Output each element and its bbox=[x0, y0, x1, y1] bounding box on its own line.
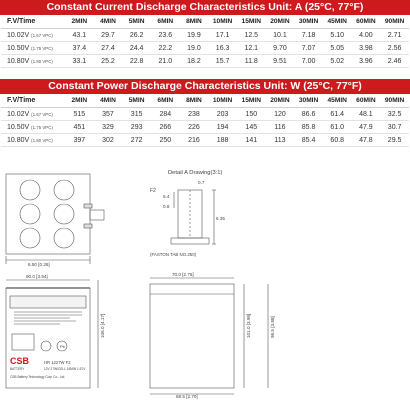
table-cell: 329 bbox=[94, 121, 123, 134]
table-cell: 30.7 bbox=[380, 121, 409, 134]
dim-side-height: 101.0 [3.98] bbox=[246, 313, 251, 338]
table-cell: 120 bbox=[266, 108, 295, 121]
header-time-col: 8MIN bbox=[180, 15, 209, 29]
table-cell: 60.8 bbox=[323, 134, 352, 147]
table-cell: 3.98 bbox=[352, 42, 381, 55]
table-cell: 203 bbox=[208, 108, 237, 121]
table-cell: 25.2 bbox=[94, 55, 123, 68]
header-time-col: 45MIN bbox=[323, 15, 352, 29]
vpc-note: (1.67 VPC) bbox=[31, 111, 53, 117]
detail-a-drawing bbox=[171, 190, 216, 244]
table-cell: 24.4 bbox=[122, 42, 151, 55]
brand-logo: CSB bbox=[10, 356, 30, 366]
header-time-col: 6MIN bbox=[151, 94, 180, 108]
table-cell: 18.2 bbox=[180, 55, 209, 68]
table-cell: 26.2 bbox=[122, 29, 151, 42]
table-cell: 32.5 bbox=[380, 108, 409, 121]
table-cell: 216 bbox=[180, 134, 209, 147]
table-cell: 272 bbox=[122, 134, 151, 147]
table-cell: 2.46 bbox=[380, 55, 409, 68]
table-cell: 315 bbox=[122, 108, 151, 121]
table-cell: 284 bbox=[151, 108, 180, 121]
table-cell: 226 bbox=[180, 121, 209, 134]
dim-front-height: 106.0 [4.17] bbox=[100, 313, 105, 338]
header-time-col: 2MIN bbox=[65, 15, 94, 29]
dim-front-width: 90.0 [3.54] bbox=[26, 274, 48, 279]
table-cell: 113 bbox=[266, 134, 295, 147]
table-cell: 21.0 bbox=[151, 55, 180, 68]
top-view-drawing bbox=[6, 174, 104, 264]
table-cell: 9.51 bbox=[266, 55, 295, 68]
table-cell: 12.5 bbox=[237, 29, 266, 42]
final-voltage: 10.02V bbox=[7, 31, 30, 39]
table-cell: 188 bbox=[208, 134, 237, 147]
table-row bbox=[1, 121, 409, 134]
vpc-note: (1.75 VPC) bbox=[31, 124, 53, 130]
table-header-row bbox=[1, 94, 409, 108]
row-voltage-label bbox=[1, 121, 65, 134]
header-time-col: 4MIN bbox=[94, 94, 123, 108]
header-time-col: 15MIN bbox=[237, 15, 266, 29]
table-cell: 61.4 bbox=[323, 108, 352, 121]
table-cell: 47.9 bbox=[352, 121, 381, 134]
table-cell: 29.5 bbox=[380, 134, 409, 147]
table-cell: 116 bbox=[266, 121, 295, 134]
power-table-title: Constant Power Discharge Characteristics Unit: W (25°C, 77°F) bbox=[0, 79, 410, 94]
table-cell: 86.6 bbox=[294, 108, 323, 121]
dim-0-8: 0.8 bbox=[163, 204, 170, 209]
table-cell: 27.4 bbox=[94, 42, 123, 55]
final-voltage: 10.80V bbox=[7, 57, 30, 65]
terminal-name: F2 bbox=[150, 188, 156, 194]
row-voltage-label bbox=[1, 55, 65, 68]
table-cell: 22.8 bbox=[122, 55, 151, 68]
table-cell: 7.18 bbox=[294, 29, 323, 42]
terminal-note: (FASTON TAB NO.250) bbox=[150, 252, 197, 257]
dim-bottom: 68.5 [2.70] bbox=[176, 394, 198, 399]
table-cell: 397 bbox=[65, 134, 94, 147]
table-cell: 11.8 bbox=[237, 55, 266, 68]
table-cell: 85.4 bbox=[294, 134, 323, 147]
header-final-voltage: F.V/Time bbox=[1, 15, 65, 29]
dim-0-7: 0.7 bbox=[198, 180, 205, 185]
table-cell: 16.3 bbox=[208, 42, 237, 55]
header-time-col: 90MIN bbox=[380, 94, 409, 108]
table-cell: 2.56 bbox=[380, 42, 409, 55]
header-time-col: 10MIN bbox=[208, 15, 237, 29]
label-model: HR 1227W F2 bbox=[44, 360, 71, 365]
header-time-col: 15MIN bbox=[237, 94, 266, 108]
table-cell: 293 bbox=[122, 121, 151, 134]
header-time-col: 45MIN bbox=[323, 94, 352, 108]
vpc-note: (1.80 VPC) bbox=[31, 58, 53, 64]
table-row bbox=[1, 55, 409, 68]
table-row bbox=[1, 134, 409, 147]
header-time-col: 60MIN bbox=[352, 15, 381, 29]
table-cell: 302 bbox=[94, 134, 123, 147]
vpc-note: (1.75 VPC) bbox=[31, 45, 53, 51]
header-time-col: 20MIN bbox=[266, 94, 295, 108]
table-cell: 17.1 bbox=[208, 29, 237, 42]
header-time-col: 60MIN bbox=[352, 94, 381, 108]
dim-6-35: 6.35 bbox=[216, 216, 225, 221]
header-time-col: 4MIN bbox=[94, 15, 123, 29]
label-company: CSB Battery Technology Corp Co., Ltd. bbox=[10, 375, 66, 379]
header-time-col: 8MIN bbox=[180, 94, 209, 108]
table-cell: 37.4 bbox=[65, 42, 94, 55]
table-row bbox=[1, 108, 409, 121]
vpc-note: (1.67 VPC) bbox=[31, 32, 53, 38]
table-cell: 194 bbox=[208, 121, 237, 134]
table-cell: 141 bbox=[237, 134, 266, 147]
table-cell: 7.00 bbox=[294, 55, 323, 68]
table-cell: 12.1 bbox=[237, 42, 266, 55]
table-cell: 19.0 bbox=[180, 42, 209, 55]
table-row bbox=[1, 29, 409, 42]
table-cell: 145 bbox=[237, 121, 266, 134]
table-cell: 451 bbox=[65, 121, 94, 134]
final-voltage: 10.50V bbox=[7, 123, 30, 131]
row-voltage-label bbox=[1, 108, 65, 121]
technical-drawings bbox=[0, 168, 410, 400]
row-voltage-label bbox=[1, 134, 65, 147]
table-cell: 250 bbox=[151, 134, 180, 147]
table-cell: 5.02 bbox=[323, 55, 352, 68]
table-cell: 5.10 bbox=[323, 29, 352, 42]
vpc-note: (1.80 VPC) bbox=[31, 137, 53, 143]
table-cell: 5.05 bbox=[323, 42, 352, 55]
table-cell: 47.8 bbox=[352, 134, 381, 147]
detail-a-title: Detail A Drawing(3:1) bbox=[168, 170, 223, 176]
row-voltage-label bbox=[1, 29, 65, 42]
table-cell: 150 bbox=[237, 108, 266, 121]
table-header-row bbox=[1, 15, 409, 29]
label-battery-type: BATTERY bbox=[10, 367, 25, 371]
row-voltage-label bbox=[1, 42, 65, 55]
pb-mark: Pb bbox=[60, 344, 65, 349]
table-cell: 266 bbox=[151, 121, 180, 134]
header-final-voltage: F.V/Time bbox=[1, 94, 65, 108]
table-cell: 7.07 bbox=[294, 42, 323, 55]
table-cell: 43.1 bbox=[65, 29, 94, 42]
final-voltage: 10.02V bbox=[7, 110, 30, 118]
table-cell: 22.2 bbox=[151, 42, 180, 55]
front-view-drawing bbox=[6, 280, 98, 388]
table-cell: 3.96 bbox=[352, 55, 381, 68]
dim-6-4: 6.4 bbox=[163, 194, 170, 199]
header-time-col: 5MIN bbox=[122, 94, 151, 108]
label-spec: 12V 27W/CELL 15MIN 1.67V bbox=[44, 367, 86, 371]
current-discharge-table bbox=[1, 15, 409, 68]
table-cell: 2.71 bbox=[380, 29, 409, 42]
table-cell: 238 bbox=[180, 108, 209, 121]
table-cell: 9.70 bbox=[266, 42, 295, 55]
table-cell: 4.00 bbox=[352, 29, 381, 42]
table-cell: 48.1 bbox=[352, 108, 381, 121]
table-cell: 23.6 bbox=[151, 29, 180, 42]
header-time-col: 6MIN bbox=[151, 15, 180, 29]
table-row bbox=[1, 42, 409, 55]
dim-side-width: 70.0 [2.76] bbox=[172, 272, 194, 277]
final-voltage: 10.50V bbox=[7, 44, 30, 52]
table-cell: 15.7 bbox=[208, 55, 237, 68]
table-cell: 19.9 bbox=[180, 29, 209, 42]
table-cell: 33.1 bbox=[65, 55, 94, 68]
header-time-col: 30MIN bbox=[294, 15, 323, 29]
header-time-col: 90MIN bbox=[380, 15, 409, 29]
table-cell: 10.1 bbox=[266, 29, 295, 42]
header-time-col: 30MIN bbox=[294, 94, 323, 108]
table-cell: 357 bbox=[94, 108, 123, 121]
header-time-col: 20MIN bbox=[266, 15, 295, 29]
header-time-col: 5MIN bbox=[122, 15, 151, 29]
current-table-title: Constant Current Discharge Characteristics Unit: A (25°C, 77°F) bbox=[0, 0, 410, 15]
table-cell: 61.0 bbox=[323, 121, 352, 134]
power-discharge-table bbox=[1, 94, 409, 147]
table-cell: 85.8 bbox=[294, 121, 323, 134]
header-time-col: 10MIN bbox=[208, 94, 237, 108]
dim-total-height: 98.5 [3.88] bbox=[270, 316, 275, 338]
table-cell: 515 bbox=[65, 108, 94, 121]
header-time-col: 2MIN bbox=[65, 94, 94, 108]
final-voltage: 10.80V bbox=[7, 136, 30, 144]
dim-top-width: 6.50 [0.26] bbox=[28, 262, 50, 267]
table-cell: 29.7 bbox=[94, 29, 123, 42]
